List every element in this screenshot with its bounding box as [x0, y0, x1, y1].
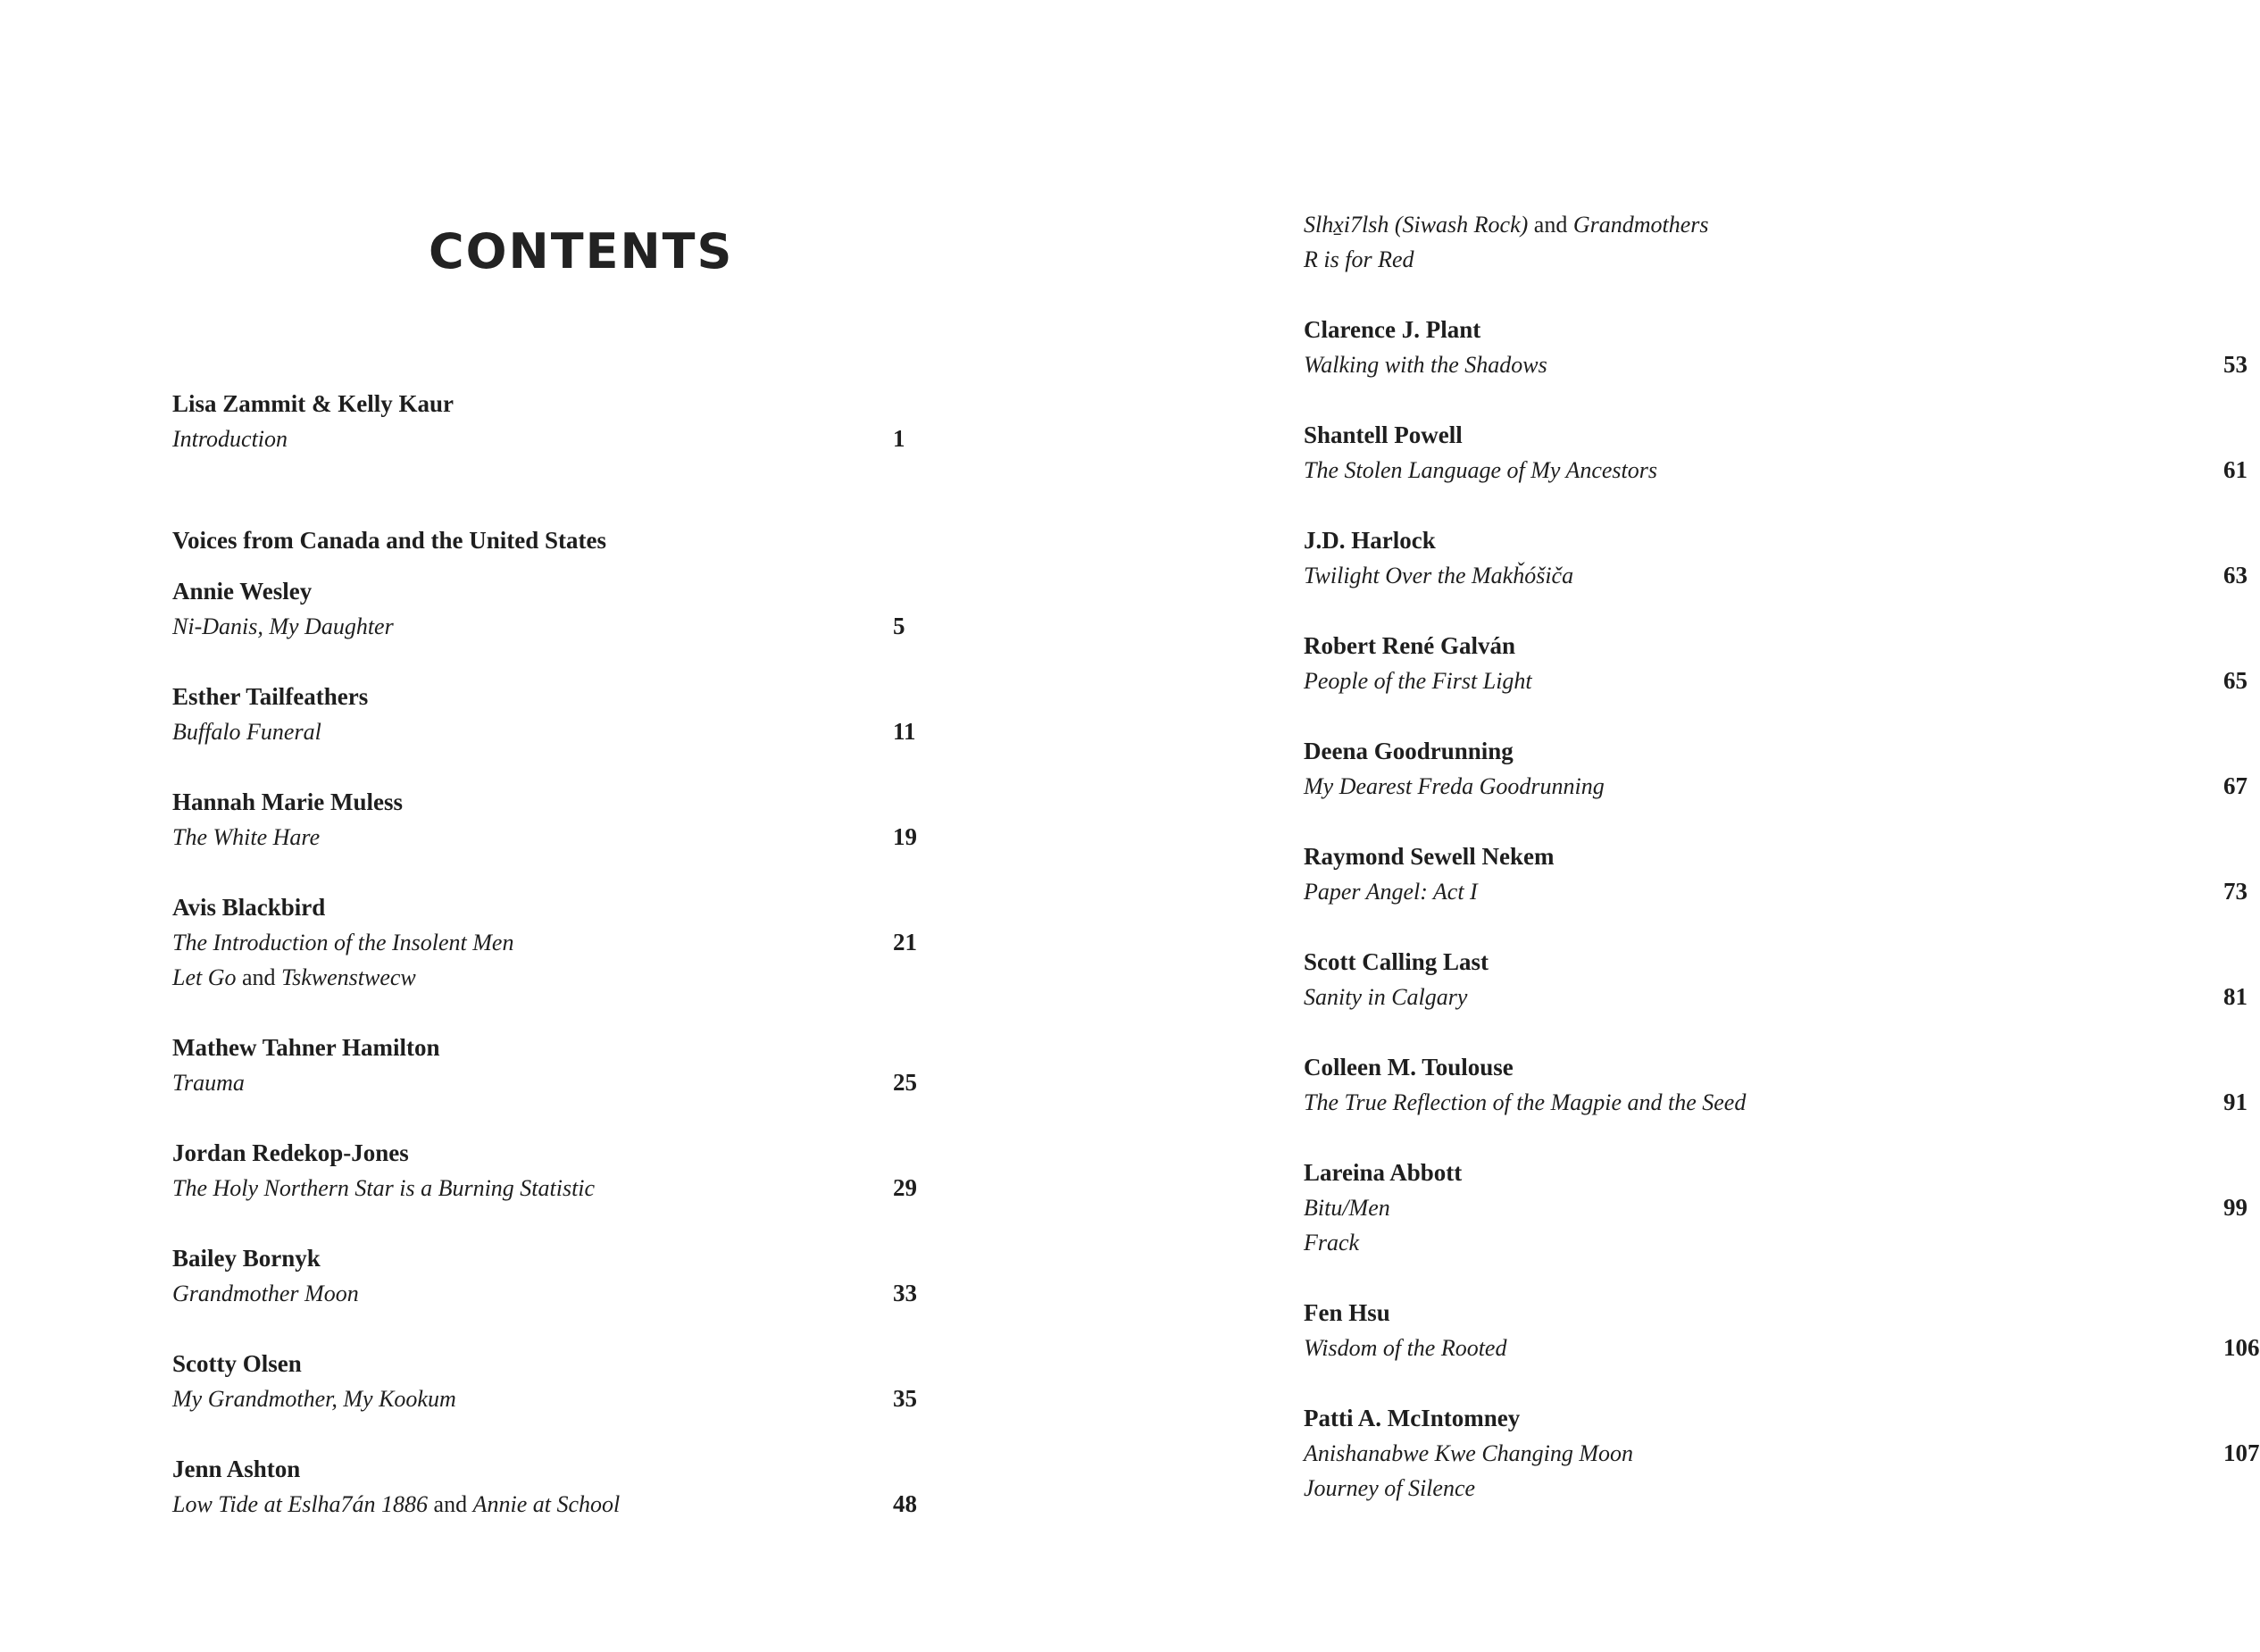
- toc-entry: [172, 1241, 976, 1311]
- entry-author: Esther Tailfeathers: [172, 683, 369, 710]
- toc-entry: [1304, 734, 2247, 804]
- work-connector: and: [1528, 212, 1573, 238]
- entry-author: Shantell Powell: [1304, 421, 1463, 448]
- entry-page-number: 73: [2223, 878, 2247, 905]
- entry-page-number: 35: [893, 1385, 917, 1412]
- entry-work: Paper Angel: Act I: [1304, 879, 1478, 905]
- work-title: Tskwenstwecw: [281, 964, 416, 990]
- entry-work: The True Reflection of the Magpie and the Seed: [1304, 1089, 1747, 1115]
- entry-work: [172, 1487, 976, 1522]
- entry-page-number: 107: [2223, 1439, 2260, 1466]
- entry-work: Twilight Over the Makȟóšiča: [1304, 563, 1574, 588]
- entry-page-number: 65: [2223, 667, 2247, 694]
- entry-author: Clarence J. Plant: [1304, 316, 1481, 343]
- work-title: Low Tide at Eslha7án 1886: [172, 1491, 429, 1517]
- toc-entry: [1304, 1401, 2260, 1506]
- toc-entry: [1304, 313, 2247, 382]
- entry-page-number: 91: [2223, 1089, 2247, 1115]
- entry-page-number: 29: [893, 1174, 917, 1201]
- entry-author: Mathew Tahner Hamilton: [172, 1034, 440, 1061]
- entry-work: Grandmother Moon: [172, 1281, 359, 1306]
- entry-page-number: 81: [2223, 983, 2247, 1010]
- toc-entry: [1304, 418, 2247, 488]
- entry-page-number: 33: [893, 1280, 917, 1306]
- entry-work: Anishanabwe Kwe Changing Moon: [1304, 1440, 1634, 1466]
- entry-author: Bailey Bornyk: [172, 1245, 321, 1272]
- entry-work: Walking with the Shadows: [1304, 352, 1547, 378]
- entry-author: J.D. Harlock: [1304, 527, 1436, 554]
- entry-author: Jordan Redekop-Jones: [172, 1139, 409, 1166]
- entry-page-number: 5: [893, 613, 905, 639]
- entry-author: Fen Hsu: [1304, 1299, 1390, 1326]
- work-title: Grandmothers: [1572, 212, 1709, 238]
- entry-author: Patti A. McIntomney: [1304, 1405, 1521, 1431]
- toc-entry: [172, 387, 976, 456]
- entry-work: Introduction: [172, 426, 288, 452]
- entry-page-number: 106: [2223, 1334, 2260, 1361]
- entry-author: Raymond Sewell Nekem: [1304, 843, 1555, 870]
- entry-author: Annie Wesley: [172, 578, 313, 605]
- entry-author: Colleen M. Toulouse: [1304, 1054, 1514, 1080]
- entry-page-number: 63: [2223, 562, 2247, 588]
- toc-entry: [172, 1347, 976, 1416]
- entry-work: People of the First Light: [1304, 668, 1532, 694]
- entry-work-extra: Frack: [1304, 1230, 1360, 1256]
- entry-page-number: 53: [2223, 351, 2247, 378]
- toc-entry: [1304, 1050, 2247, 1120]
- work-title: Slhx̱i7lsh (Siwash Rock): [1304, 212, 1529, 238]
- work-title: Annie at School: [472, 1491, 621, 1517]
- entry-work: R is for Red: [1304, 246, 1414, 272]
- entry-page-number: 19: [893, 823, 917, 850]
- entry-page-number: 11: [893, 718, 916, 745]
- entry-work: [1304, 207, 2107, 242]
- entry-work: The White Hare: [172, 824, 321, 850]
- toc-entry: [1304, 1156, 2247, 1260]
- page-title: CONTENTS: [429, 223, 734, 280]
- toc-entry: [172, 1452, 976, 1522]
- entry-page-number: 67: [2223, 772, 2247, 799]
- entry-page-number: 61: [2223, 456, 2247, 483]
- toc-entry: [172, 785, 976, 855]
- entry-work: Sanity in Calgary: [1304, 984, 1468, 1010]
- section-heading: Voices from Canada and the United States: [172, 527, 607, 554]
- entry-author: Scott Calling Last: [1304, 948, 1489, 975]
- entry-work: The Introduction of the Insolent Men: [172, 930, 514, 955]
- entry-author: Avis Blackbird: [172, 894, 326, 921]
- entry-work: Bitu/Men: [1304, 1195, 1390, 1221]
- work-connector: and: [428, 1491, 473, 1517]
- entry-work: Ni-Danis, My Daughter: [172, 613, 394, 639]
- entry-page-number: 21: [893, 929, 917, 955]
- work-connector: and: [236, 964, 282, 990]
- entry-author: Deena Goodrunning: [1304, 738, 1514, 764]
- toc-entry: [1304, 1296, 2260, 1365]
- entry-work: Wisdom of the Rooted: [1304, 1335, 1507, 1361]
- toc-entry: [1304, 839, 2247, 909]
- toc-entry: [1304, 629, 2247, 698]
- toc-entry: [1304, 945, 2247, 1014]
- entry-author: Robert René Galván: [1304, 632, 1515, 659]
- right-page: [1094, 0, 2260, 1652]
- entry-page-number: 25: [893, 1069, 917, 1096]
- toc-entry: [172, 1136, 976, 1206]
- entry-work: Trauma: [172, 1070, 245, 1096]
- entry-page-number: 1: [893, 425, 905, 452]
- entry-work: The Holy Northern Star is a Burning Statistic: [172, 1175, 596, 1201]
- left-page: [0, 0, 1094, 1652]
- entry-work-extra: [172, 960, 976, 995]
- work-title: Let Go: [172, 964, 237, 990]
- entry-work: My Grandmother, My Kookum: [172, 1386, 456, 1412]
- entry-author: Lisa Zammit & Kelly Kaur: [172, 390, 454, 417]
- entry-work-extra: Journey of Silence: [1304, 1475, 1476, 1501]
- entry-page-number: 99: [2223, 1194, 2247, 1221]
- toc-entry: [172, 574, 976, 644]
- entry-work: Buffalo Funeral: [172, 719, 321, 745]
- entry-author: Lareina Abbott: [1304, 1159, 1463, 1186]
- toc-entry: [1304, 523, 2247, 593]
- toc-entry: [172, 1030, 976, 1100]
- toc-entry-continued: [1304, 207, 2107, 277]
- toc-entry: [172, 890, 976, 995]
- toc-entry: [172, 680, 976, 749]
- entry-author: Hannah Marie Muless: [172, 788, 404, 815]
- entry-work: My Dearest Freda Goodrunning: [1304, 773, 1605, 799]
- entry-work: The Stolen Language of My Ancestors: [1304, 457, 1657, 483]
- entry-author: Jenn Ashton: [172, 1456, 301, 1482]
- entry-author: Scotty Olsen: [172, 1350, 302, 1377]
- entry-page-number: 48: [893, 1490, 917, 1517]
